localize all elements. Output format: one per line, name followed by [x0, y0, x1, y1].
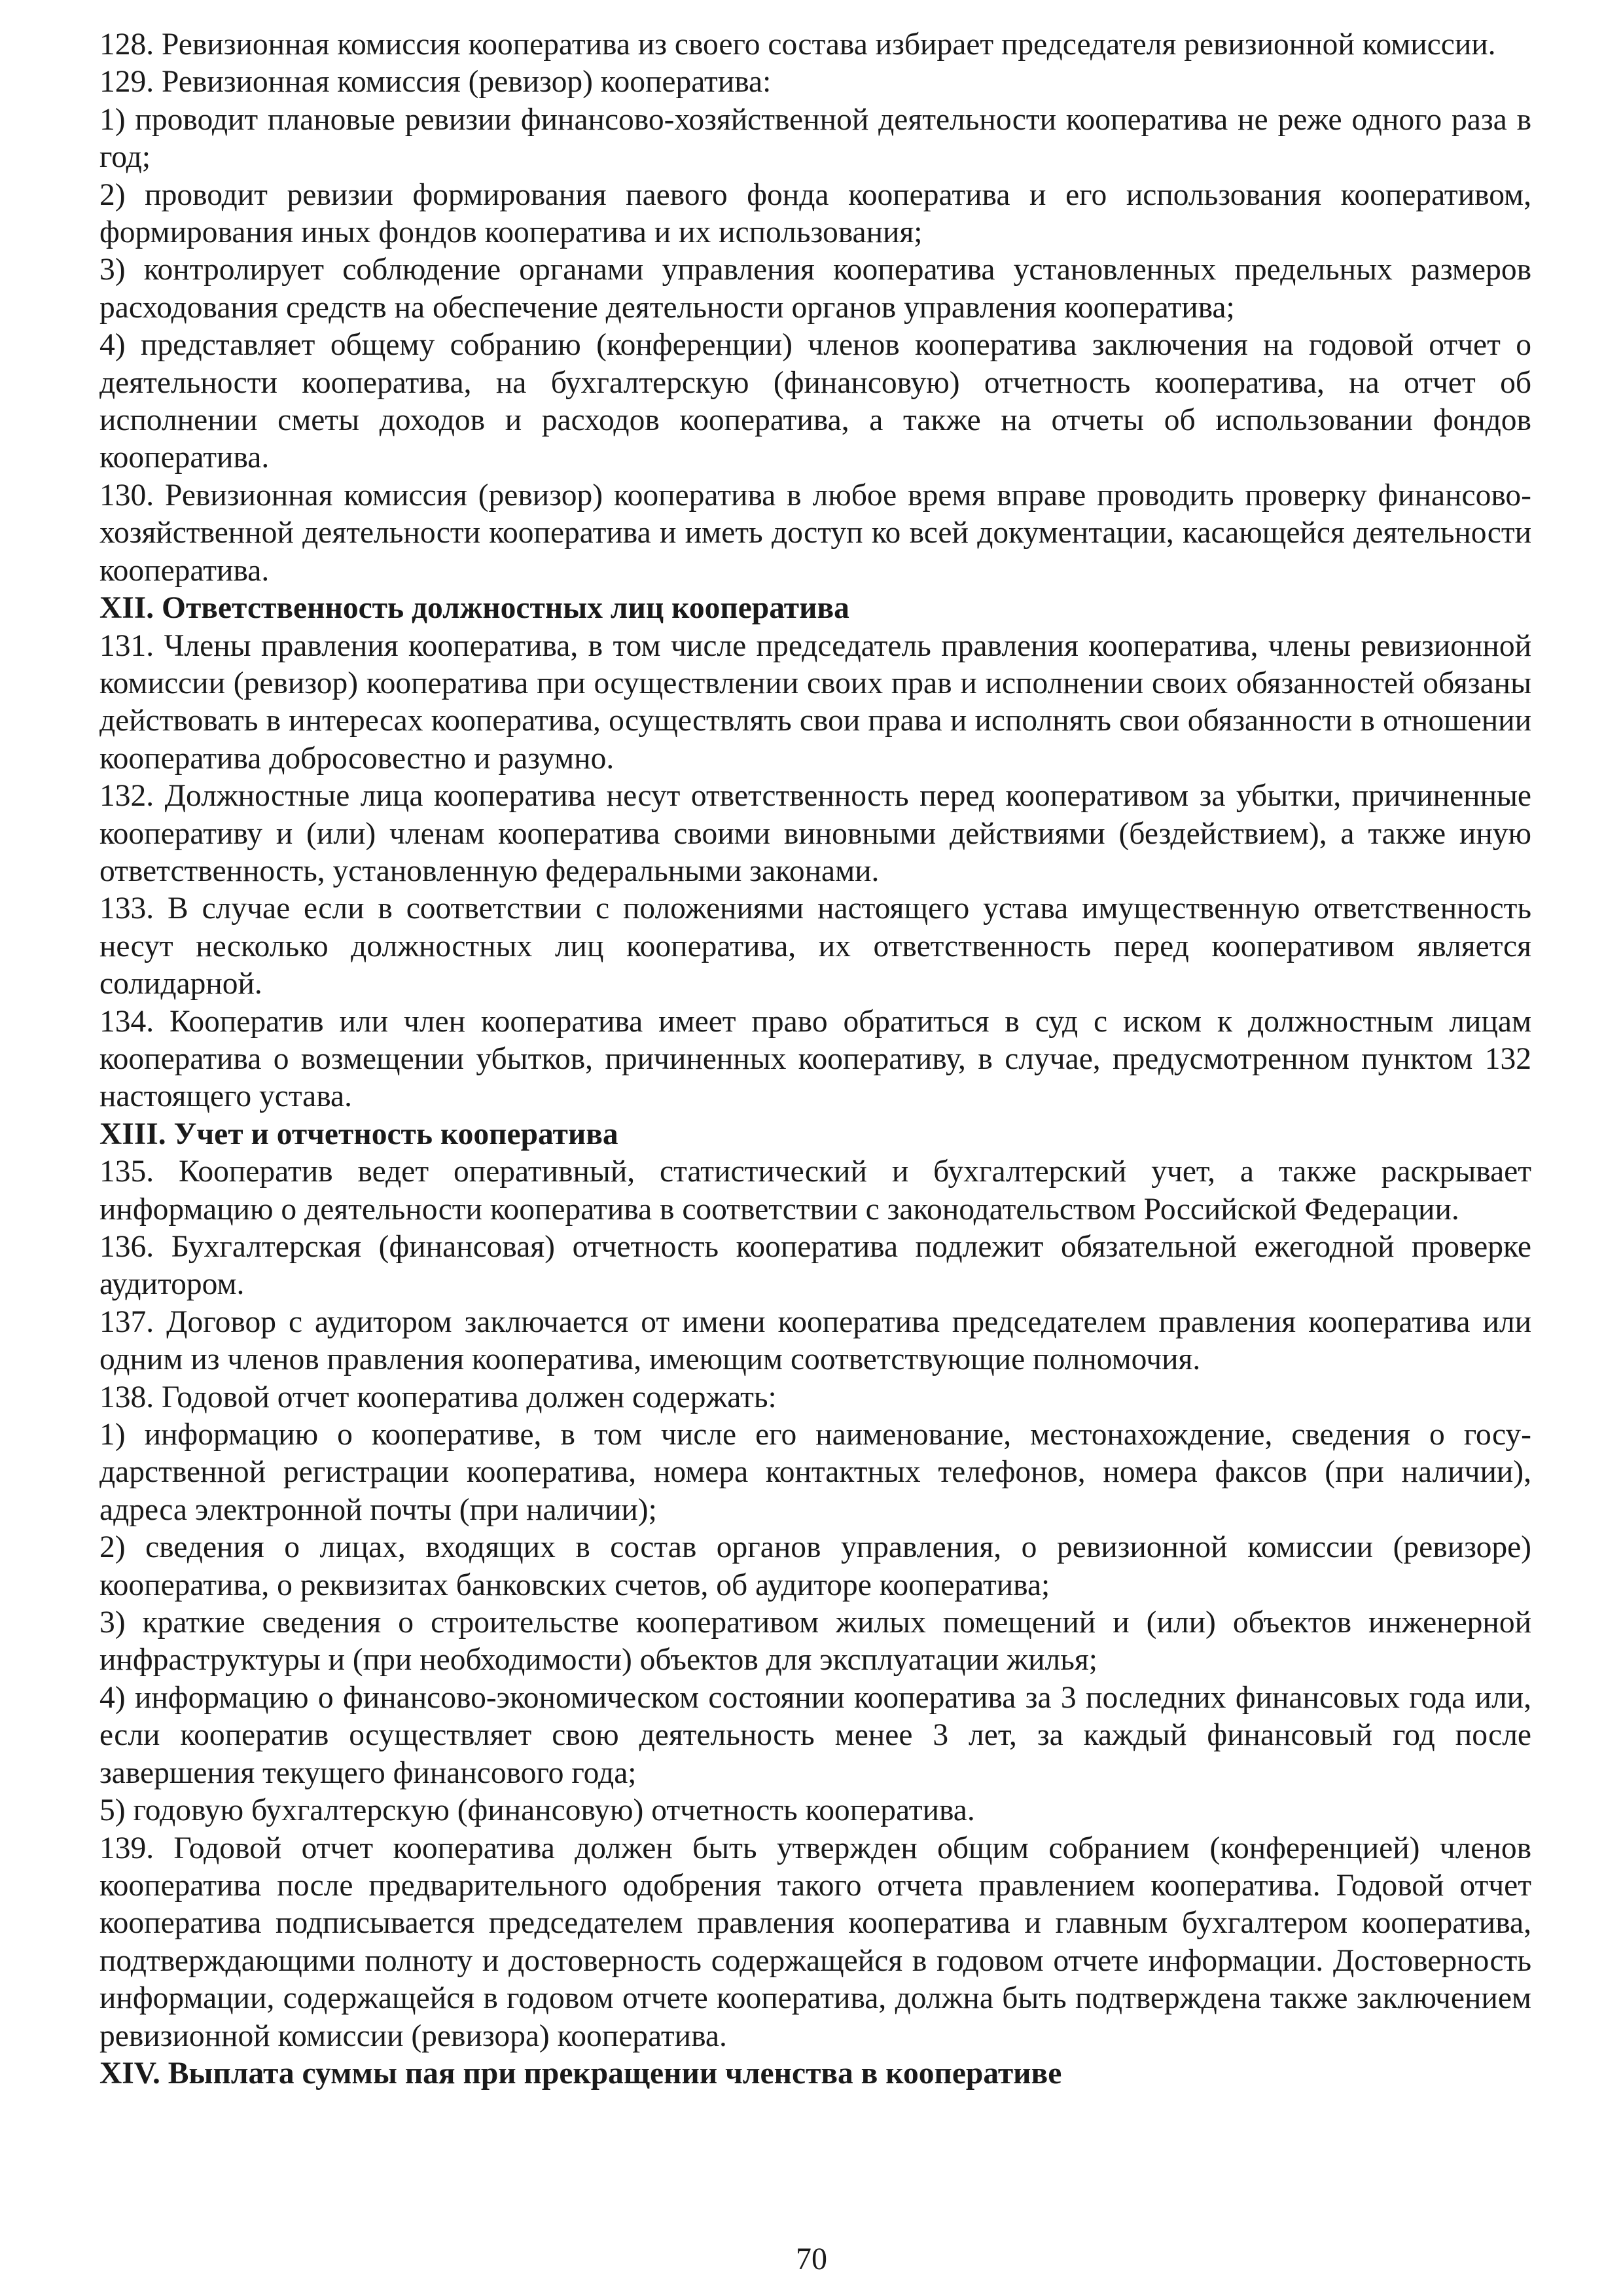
paragraph-138: 138. Годовой отчет кооператива должен содержать:: [99, 1380, 777, 1414]
paragraph-128: 128. Ревизионная комиссия кооператива из своего состава избирает председателя ревизионной комиссии.: [99, 27, 1496, 62]
page-number: 70: [796, 2242, 827, 2276]
section-heading-xiii: XIII. Учет и отчетность кооператива: [99, 1117, 618, 1151]
paragraph-132: 132. Должностные лица кооператива несут ответственность перед кооперативом за убытки, причиненные кооперативу и (или) членам кооператива своими виновными действиями (бездействием), а также иную ответственность, установленную федеральными законами.: [99, 779, 1531, 888]
paragraph-129: 129. Ревизионная комиссия (ревизор) кооператива:: [99, 65, 772, 99]
list-item-138-4: 4) информацию о финансово-экономическом состоянии кооператива за 3 последних финансовых года или, если кооператив осуществляет свою деятельность менее 3 лет, за каждый финансовый год после завершения текущего финансового года;: [99, 1680, 1531, 1790]
list-item-129-1: 1) проводит плановые ревизии финансово-хозяйственной деятельности кооператива не реже одного раза в год;: [99, 102, 1531, 175]
list-item-138-5: 5) годовую бухгалтерскую (финансовую) отчетность кооператива.: [99, 1793, 975, 1828]
document-page: [99, 26, 1531, 2092]
paragraph-130: 130. Ревизионная комиссия (ревизор) кооператива в любое время вправе проводить проверку финансово-хозяйственной деятельности кооператива и иметь доступ ко всей документации, касающейся деятельности кооператива.: [99, 478, 1531, 588]
section-heading-xii: XII. Ответственность должностных лиц кооператива: [99, 591, 849, 626]
list-item-129-2: 2) проводит ревизии формирования паевого фонда кооператива и его использования кооперативом, формирования иных фондов кооператива и их использования;: [99, 177, 1531, 250]
paragraph-134: 134. Кооператив или член кооператива имеет право обратиться в суд с иском к должностным лицам кооператива о возмещении убытков, причиненных кооперативу, в случае, предусмотренном пунктом 132 настоящего устава.: [99, 1004, 1531, 1114]
paragraph-133: 133. В случае если в соответствии с положениями настоящего устава имущественную ответственность несут несколько должностных лиц кооператива, их ответственность перед кооперативом является солидарной.: [99, 891, 1531, 1001]
list-item-129-3: 3) контролирует соблюдение органами управления кооператива установленных предельных размеров расходования средств на обеспечение деятельности органов управления кооператива;: [99, 253, 1531, 325]
list-item-138-3: 3) краткие сведения о строительстве кооперативом жилых помещений и (или) объектов инженерной инфраструктуры и (при необходимости) объектов для эксплуатации жилья;: [99, 1605, 1531, 1677]
list-item-138-2: 2) сведения о лицах, входящих в состав органов управления, о ревизионной комиссии (ревизоре) кооператива, о реквизитах банковских счетов, об аудиторе кооператива;: [99, 1530, 1531, 1602]
paragraph-135: 135. Кооператив ведет оперативный, статистический и бухгалтерский учет, а также раскрывает информацию о деятельности кооператива в соответствии с законодательством Российской Федерации.: [99, 1155, 1531, 1227]
paragraph-136: 136. Бухгалтерская (финансовая) отчетность кооператива подлежит обязательной ежегодной проверке аудитором.: [99, 1230, 1531, 1302]
list-item-138-1: 1) информацию о кооперативе, в том числе его наименование, местонахождение, сведения о государственной регистрации кооператива, номера контактных телефонов, номера факсов (при наличии), адреса электронной почты (при наличии);: [99, 1418, 1531, 1527]
paragraph-131: 131. Члены правления кооператива, в том числе председатель правления кооператива, члены ревизионной комиссии (ревизор) кооператива при осуществлении своих прав и исполнении своих обязанностей обязаны действовать в интересах кооператива, осуществлять свои права и исполнять свои обязанности в отношении кооператива добросовестно и разумно.: [99, 628, 1531, 776]
list-item-129-4: 4) представляет общему собранию (конференции) членов кооператива заключения на годовой отчет о деятельности кооператива, на бухгалтерскую (финансовую) отчетность кооператива, на отчет об исполнении сметы доходов и расходов кооператива, а также на отчеты об использовании фондов кооператива.: [99, 328, 1531, 475]
paragraph-137: 137. Договор с аудитором заключается от имени кооператива председателем правления кооператива или одним из членов правления кооператива, имеющим соответствующие полномочия.: [99, 1304, 1531, 1377]
section-heading-xiv: XIV. Выплата суммы пая при прекращении членства в кооперативе: [99, 2056, 1062, 2090]
paragraph-139: 139. Годовой отчет кооператива должен быть утвержден общим собранием (конференцией) членов кооператива после предварительного одобрения такого отчета правлением кооператива. Годовой отчет кооператива подписывается председателем правления кооператива и главным бухгалтером кооператива, подтверждающими полноту и достоверность содержащейся в годовом отчете информации. Достоверность информации, содержащейся в годовом отчете кооператива, должна быть подтверждена также заключением ревизионной комиссии (ревизора) кооператива.: [99, 1831, 1531, 2053]
